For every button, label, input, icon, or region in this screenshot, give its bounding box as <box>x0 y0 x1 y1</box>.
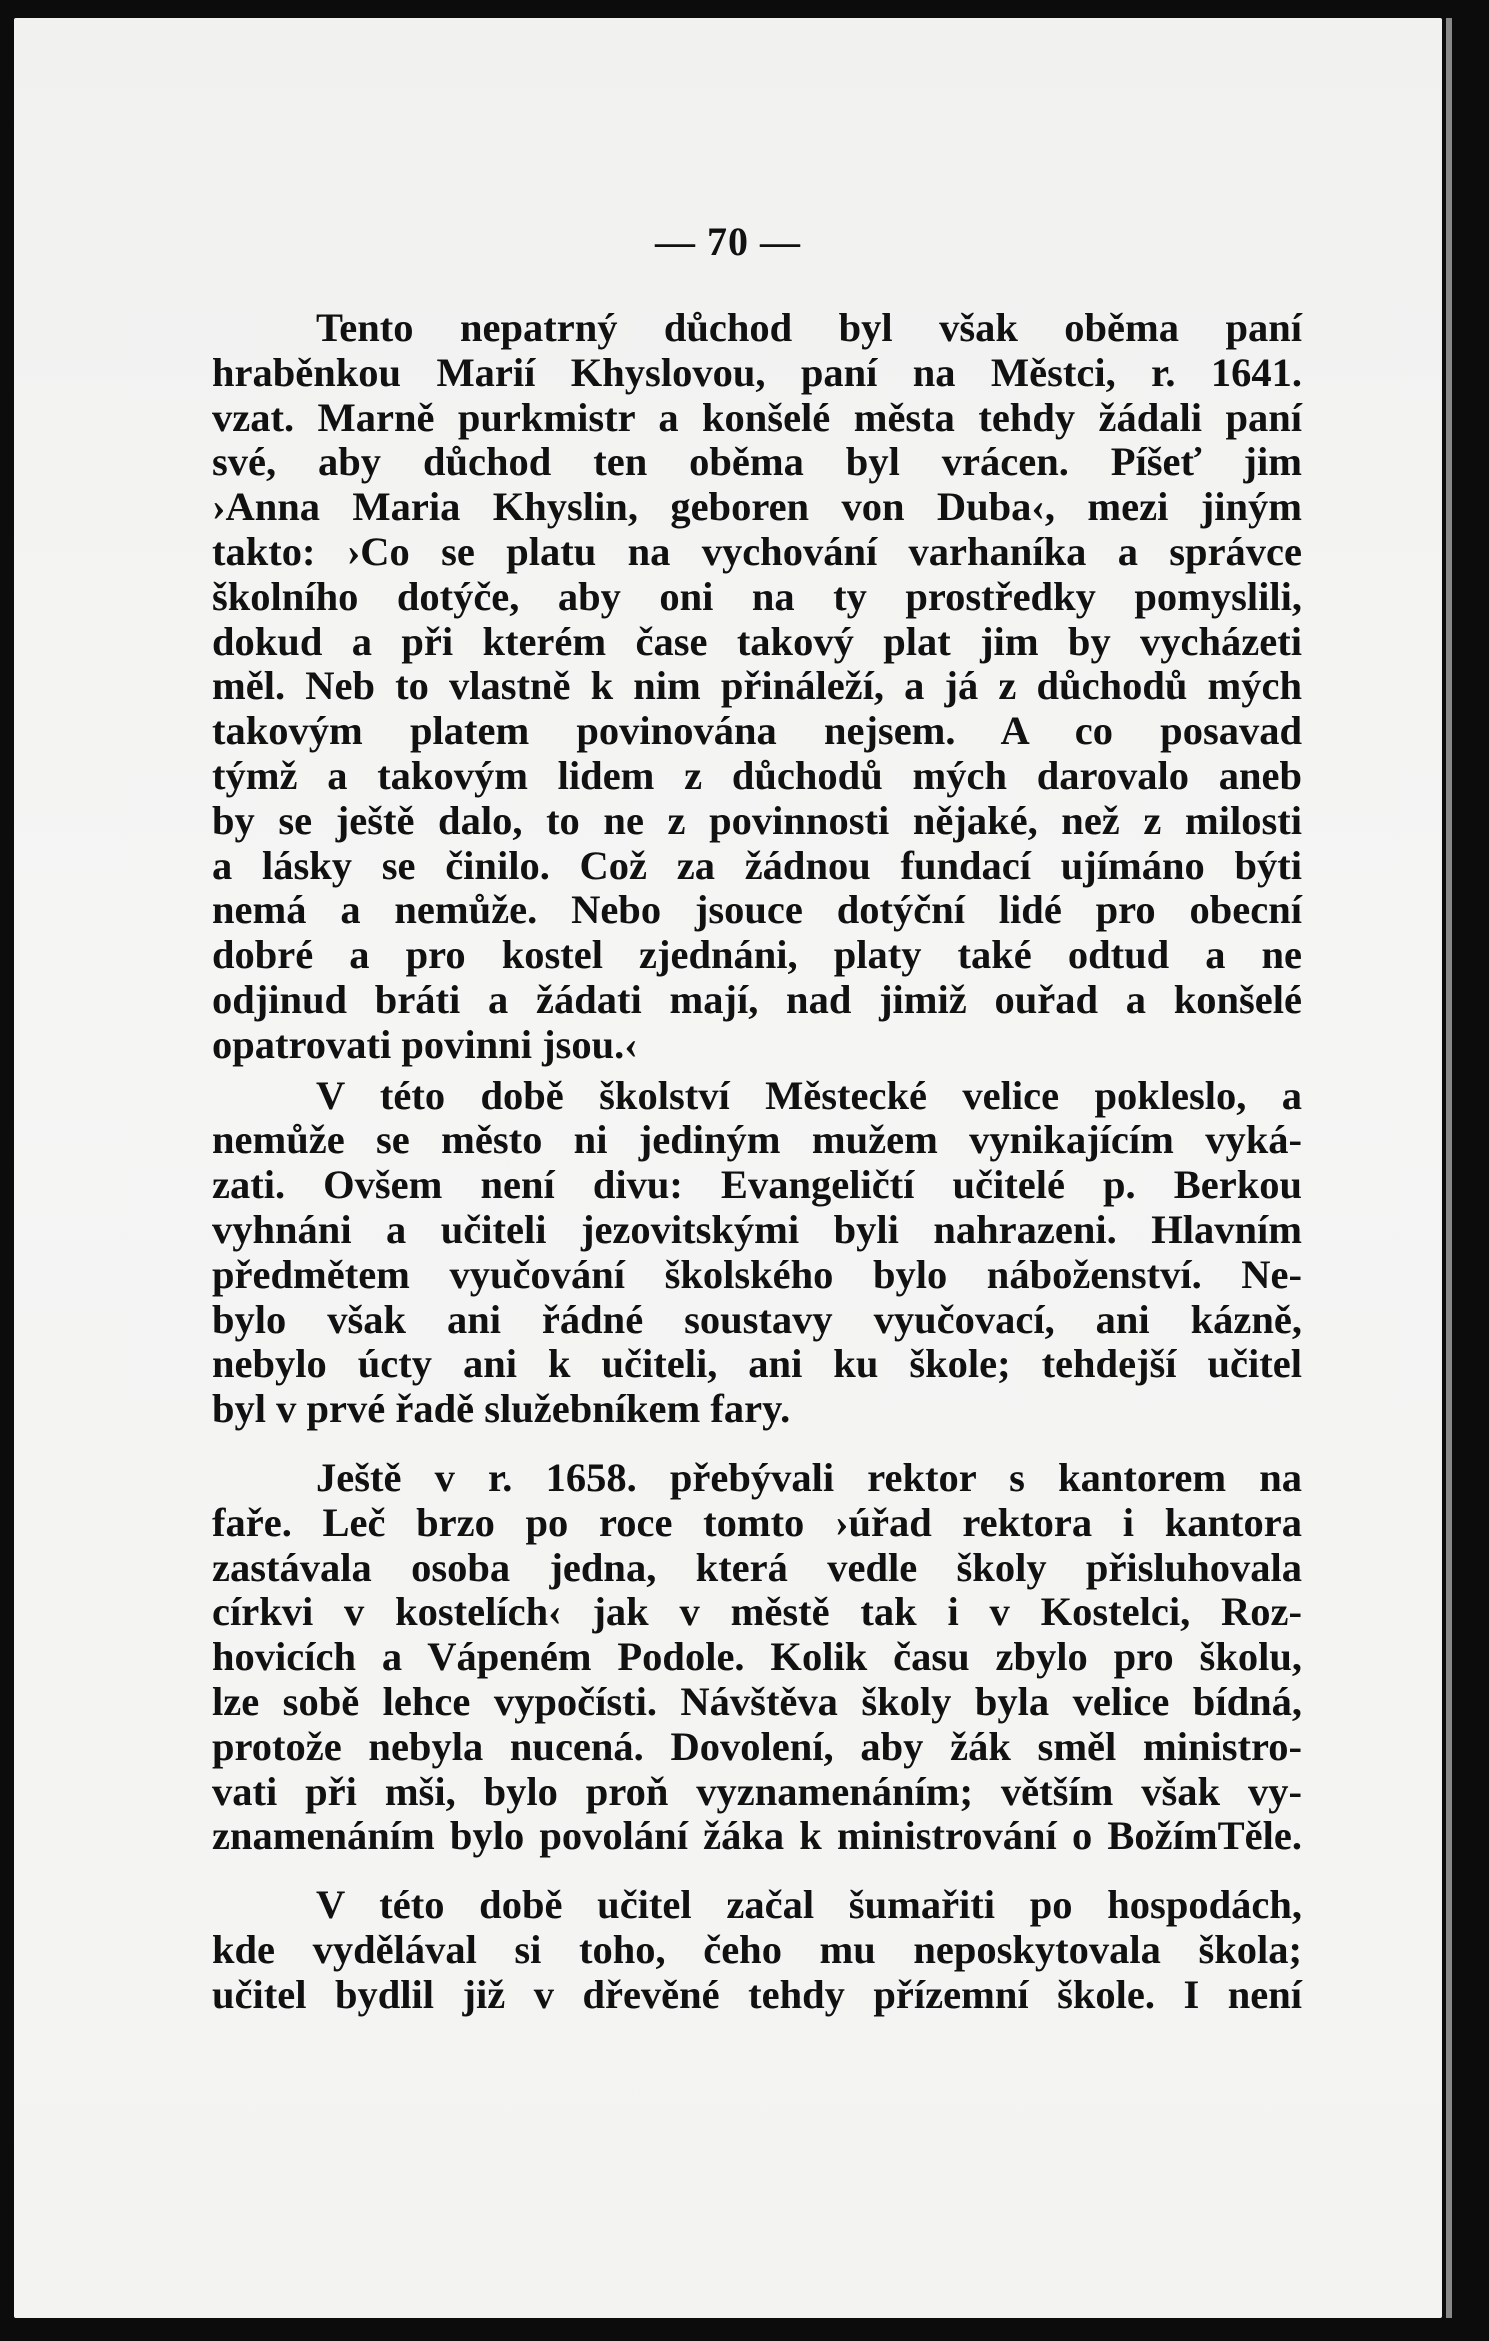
text-line: týmž a takovým lidem z důchodů mých darovalo aneb <box>212 752 1302 798</box>
text-line: lze sobě lehce vypočísti. Návštěva školy byla velice bídná, <box>212 1678 1302 1724</box>
text-line: kde vydělával si toho, čeho mu neposkytovala škola; <box>212 1926 1302 1972</box>
text-line: učitel bydlil již v dřevěné tehdy přízemní škole. I není <box>212 1971 1302 2017</box>
text-line: vzat. Marně purkmistr a konšelé města tehdy žádali paní <box>212 394 1302 440</box>
text-line: církvi v kostelích‹ jak v městě tak i v Kostelci, Roz- <box>212 1589 1302 1635</box>
text-line: nemůže se město ni jediným mužem vynikajícím vyká- <box>212 1117 1302 1163</box>
text-line: vati při mši, bylo proň vyznamenáním; větším však vy- <box>212 1768 1302 1814</box>
text-line: takovým platem povinována nejsem. A co posavad <box>212 708 1302 754</box>
text-line: byl v prvé řadě služebníkem fary. <box>212 1386 791 1432</box>
text-line: a lásky se činilo. Což za žádnou fundací ujímáno býti <box>212 842 1302 888</box>
text-line: předmětem vyučování školského bylo náboženství. Ne- <box>212 1251 1302 1297</box>
paragraph <box>212 1456 1302 1859</box>
text-line: V této době školství Městecké velice pokleslo, a <box>316 1072 1302 1118</box>
paragraph <box>212 306 1302 1068</box>
text-line: takto: ›Co se platu na vychování varhaníka a správce <box>212 528 1302 574</box>
page-number: — 70 — <box>655 219 801 264</box>
text-line: měl. Neb to vlastně k nim přináleží, a já z důchodů mých <box>212 663 1302 709</box>
text-line: dokud a při kterém čase takový plat jim by vycházeti <box>212 618 1302 664</box>
page-edge <box>1446 18 1452 2318</box>
page-body <box>212 306 1302 2017</box>
paragraph <box>212 1074 1302 1432</box>
paragraph <box>212 1883 1302 2017</box>
text-line: Tento nepatrný důchod byl však oběma paní <box>316 305 1302 350</box>
text-line: odjinud bráti a žádati mají, nad jimiž ouřad a konšelé <box>212 976 1302 1022</box>
text-line: faře. Leč brzo po roce tomto ›úřad rektora i kantora <box>212 1499 1302 1545</box>
text-line: opatrovati povinni jsou.‹ <box>212 1021 638 1067</box>
text-line: zastávala osoba jedna, která vedle školy přisluhovala <box>212 1544 1302 1590</box>
text-line: nemá a nemůže. Nebo jsouce dotýční lidé pro obecní <box>212 887 1302 933</box>
text-line: bylo však ani řádné soustavy vyučovací, ani kázně, <box>212 1296 1302 1342</box>
text-line: ›Anna Maria Khyslin, geboren von Duba‹, mezi jiným <box>212 484 1302 530</box>
text-line: Ještě v r. 1658. přebývali rektor s kantorem na <box>316 1454 1302 1500</box>
text-line: hovicích a Vápeném Podole. Kolik času zbylo pro školu, <box>212 1634 1302 1680</box>
text-line: své, aby důchod ten oběma byl vrácen. Píšeť jim <box>212 439 1302 485</box>
text-line: znamenáním bylo povolání žáka k ministrování o BožímTěle. <box>212 1813 1302 1859</box>
text-line: dobré a pro kostel zjednáni, platy také odtud a ne <box>212 932 1302 978</box>
text-line: by se ještě dalo, to ne z povinnosti nějaké, než z milosti <box>212 797 1302 843</box>
text-line: školního dotýče, aby oni na ty prostředky pomyslili, <box>212 573 1302 619</box>
text-line: nebylo úcty ani k učiteli, ani ku škole; tehdejší učitel <box>212 1341 1302 1387</box>
text-line: vyhnáni a učiteli jezovitskými byli nahrazeni. Hlavním <box>212 1206 1302 1252</box>
text-line: zati. Ovšem není divu: Evangeličtí učitelé p. Berkou <box>212 1162 1302 1208</box>
text-line: V této době učitel začal šumařiti po hospodách, <box>316 1882 1302 1928</box>
text-line: hraběnkou Marií Khyslovou, paní na Městci, r. 1641. <box>212 349 1302 395</box>
book-page <box>14 18 1442 2318</box>
text-line: protože nebyla nucená. Dovolení, aby žák směl ministro- <box>212 1723 1302 1769</box>
